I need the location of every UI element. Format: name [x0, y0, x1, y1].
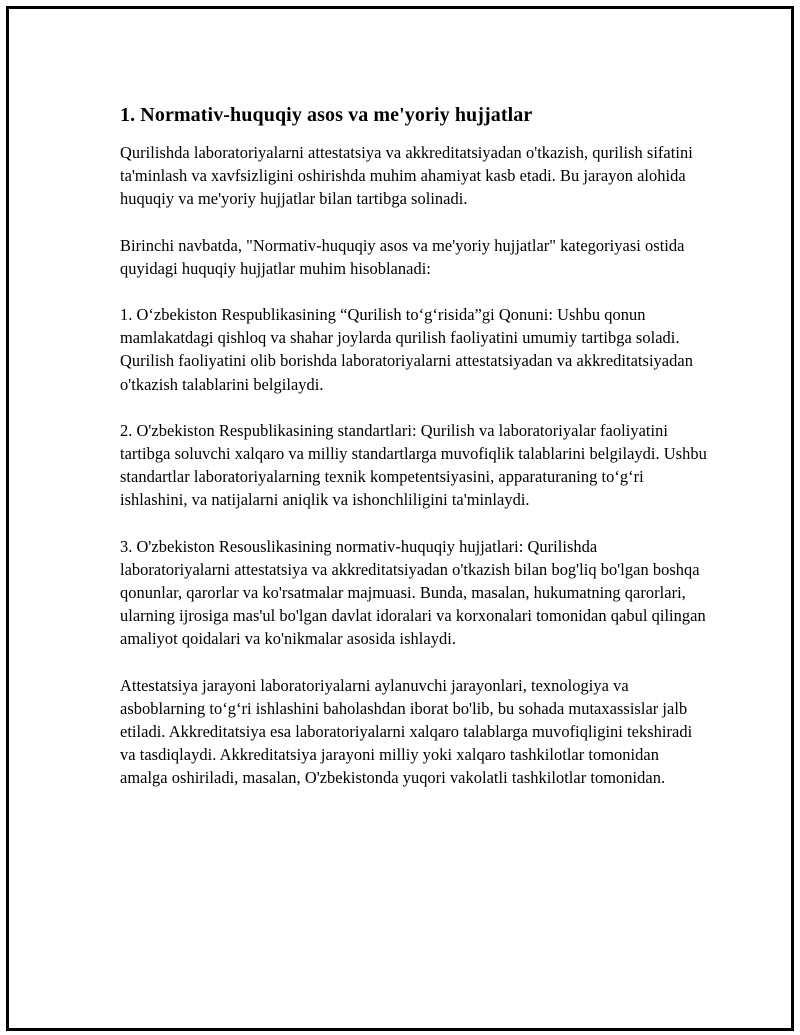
document-body — [120, 101, 710, 813]
paragraph-attestation-process: Attestatsiya jarayoni laboratoriyalarni aylanuvchi jarayonlari, texnologiya va asboblarning to‘g‘ri ishlashini baholashdan iborat bo'lib, bu sohada mutaxassislar jalb etiladi. Akkreditatsiya esa laboratoriyalarni xalqaro talablarga muvofiqligini tekshiradi va tasdiqlaydi. Akkreditatsiya jarayoni milliy yoki xalqaro tashkilotlar tomonidan amalga oshiriladi, masalan, O'zbekistonda yuqori vakolatli tashkilotlar tomonidan. — [120, 675, 693, 788]
paragraph-item-1-construction-law: 1. O‘zbekiston Respublikasining “Qurilish to‘g‘risida”gi Qonuni: Ushbu qonun mamlakatdagi qishloq va shahar joylarda qurilish faoliyatini umumiy tartibga soladi. Qurilish faoliyatini olib borishda laboratoriyalarni attestatsiyadan va akkreditatsiyadan o'tkazish talablarini belgilaydi. — [120, 305, 693, 394]
paragraph-intro: Qurilishda laboratoriyalarni attestatsiya va akkreditatsiyadan o'tkazish, qurilish sifatini ta'minlash va xavfsizligini oshirishda muhim ahamiyat kasb etadi. Bu jarayon alohida huquqiy va me'yoriy hujjatlar bilan tartibga solinadi. — [120, 143, 693, 209]
section-heading: 1. Normativ-huquqiy asos va me'yoriy hujjatlar — [120, 104, 533, 126]
paragraph-category: Birinchi navbatda, "Normativ-huquqiy asos va me'yoriy hujjatlar" kategoriyasi ostida quyidagi huquqiy hujjatlar muhim hisoblanadi: — [120, 235, 685, 278]
paragraph-item-3-normative-documents: 3. O'zbekiston Resouslikasining normativ-huquqiy hujjatlari: Qurilishda laboratoriyalarni attestatsiya va akkreditatsiyadan o'tkazish bilan bog'liq bo'lgan boshqa qonunlar, qarorlar va ko'rsatmalar majmuasi. Bunda, masalan, hukumatning qarorlari, ularning ijrosiga mas'ul bo'lgan davlat idoralari va korxonalari tomonidan qabul qilingan amaliyot qoidalari va ko'nikmalar asosida ishlaydi. — [120, 536, 706, 649]
paragraph-item-2-standards: 2. O'zbekiston Respublikasining standartlari: Qurilish va laboratoriyalar faoliyatini tartibga soluvchi xalqaro va milliy standartlarga muvofiqlik talablarini belgilaydi. Ushbu standartlar laboratoriyalarning texnik kompetentsiyasini, apparaturaning to‘g‘ri ishlashini, va natijalarni aniqlik va ishonchliligini ta'minlaydi. — [120, 420, 707, 510]
page-frame — [6, 6, 794, 1031]
